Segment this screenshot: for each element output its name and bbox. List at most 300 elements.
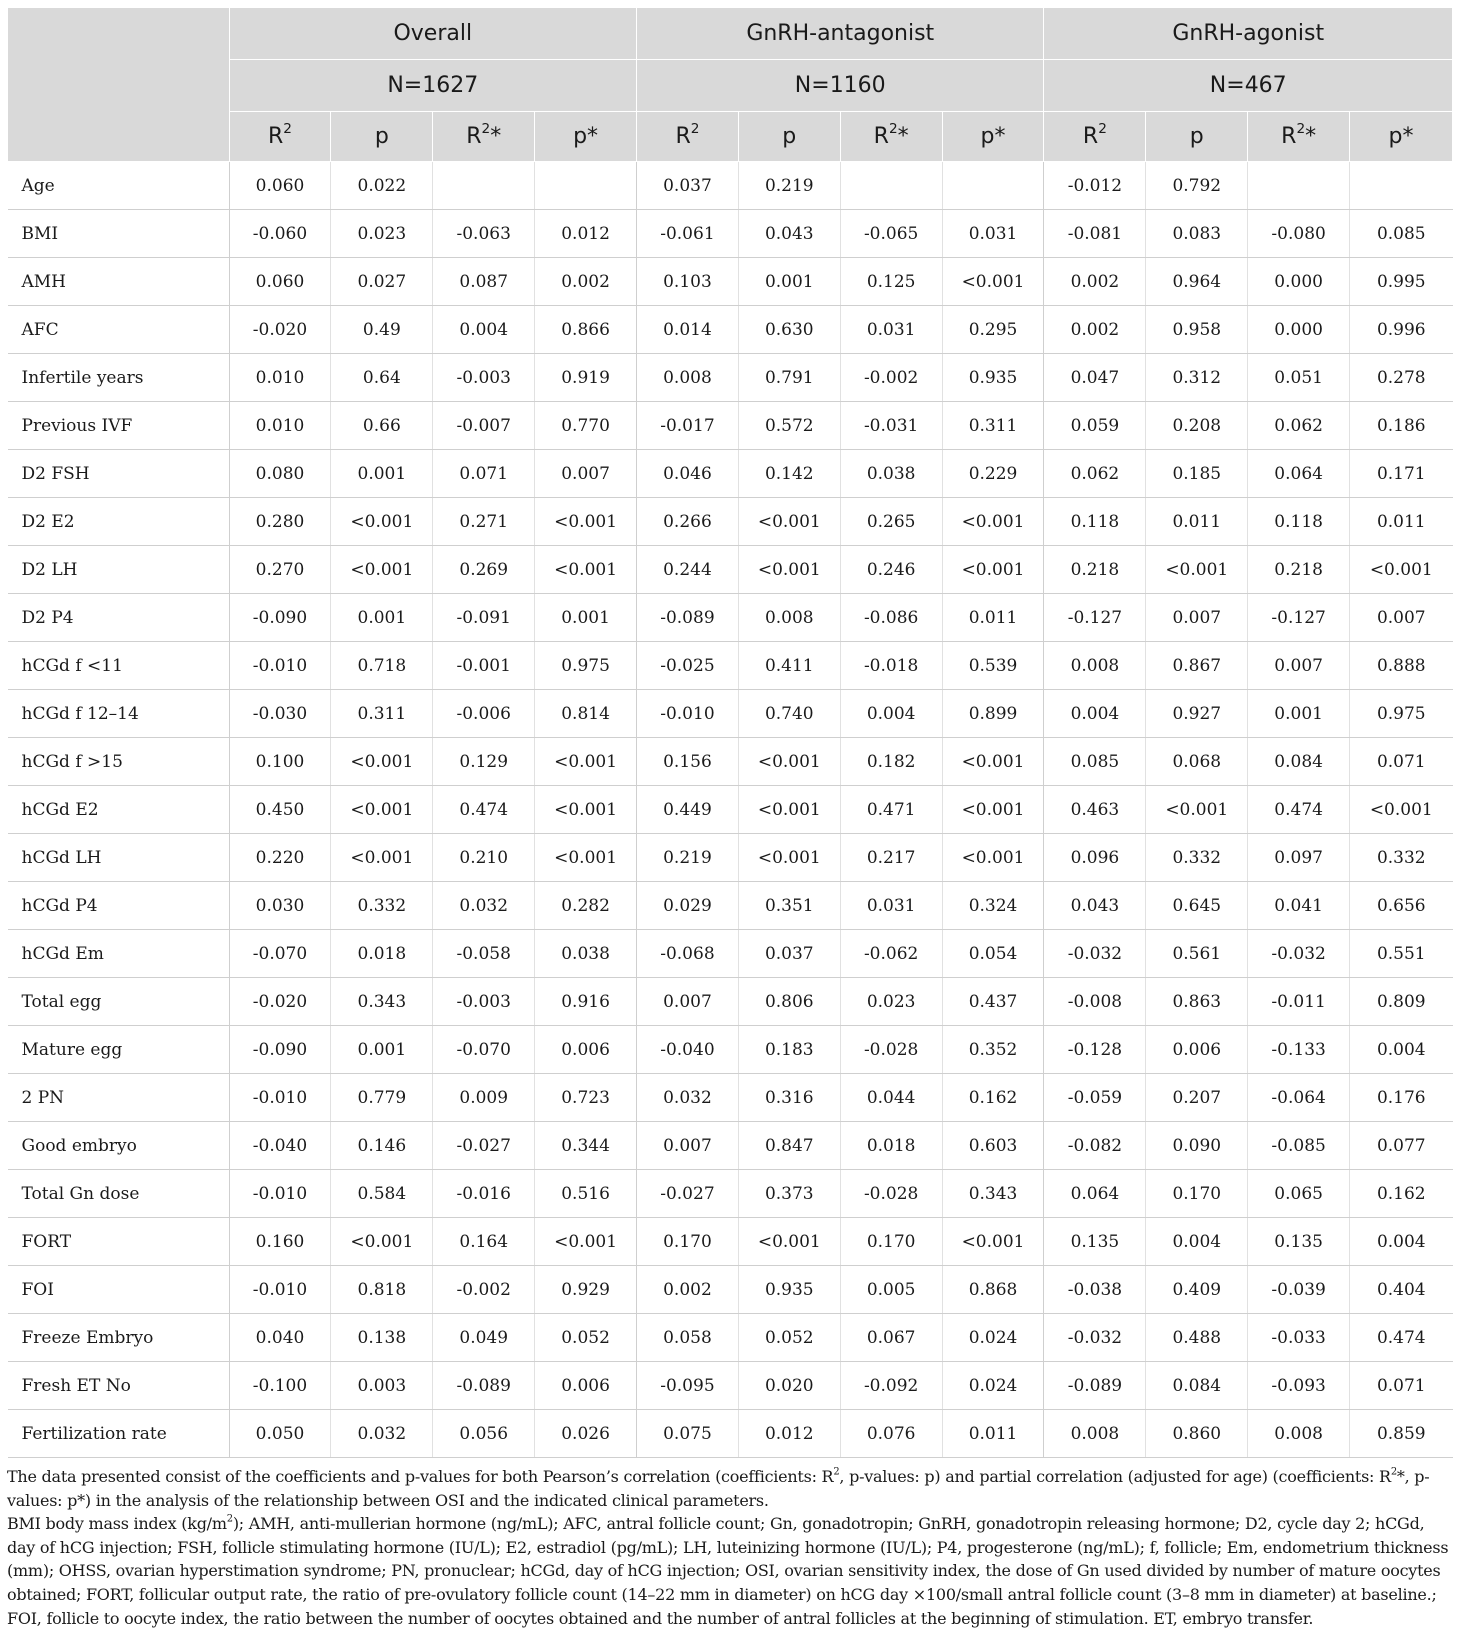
table-body — [8, 162, 1453, 1458]
table-cell: -0.003 — [433, 354, 535, 402]
table-cell: -0.127 — [1248, 594, 1350, 642]
table-row — [8, 1074, 1453, 1122]
table-cell: -0.064 — [1248, 1074, 1350, 1122]
table-cell: 0.037 — [738, 930, 840, 978]
table-cell: 0.847 — [738, 1122, 840, 1170]
table-cell: 0.000 — [1248, 306, 1350, 354]
table-cell: -0.032 — [1044, 930, 1146, 978]
table-cell: 0.171 — [1350, 450, 1453, 498]
table-cell: 0.645 — [1146, 882, 1248, 930]
table-cell: 0.280 — [229, 498, 331, 546]
table-cell: 0.244 — [637, 546, 739, 594]
table-cell: 0.278 — [1350, 354, 1453, 402]
footnote-methods: The data presented consist of the coefficients and p-values for both Pearson’s correlation (coefficients: $R^2$, p-values: p) and partial correlation (adjusted for age) (coefficients: $R^2*$, p-values: p*) in the analysis of the relationship between OSI and the indicated clinical parameters. — [7, 1466, 1430, 1510]
table-cell: 0.282 — [535, 882, 637, 930]
correlation-table — [7, 7, 1453, 1458]
row-label: Fertilization rate — [8, 1410, 230, 1458]
table-cell: 0.859 — [1350, 1410, 1453, 1458]
row-label: D2 LH — [8, 546, 230, 594]
table-cell: -0.012 — [1044, 162, 1146, 210]
table-cell: <0.001 — [535, 546, 637, 594]
table-cell: 0.806 — [738, 978, 840, 1026]
table-cell: 0.020 — [738, 1362, 840, 1410]
table-cell: <0.001 — [942, 498, 1044, 546]
table-cell: 0.269 — [433, 546, 535, 594]
table-cell: 0.059 — [1044, 402, 1146, 450]
table-cell: -0.039 — [1248, 1266, 1350, 1314]
table-cell: 0.791 — [738, 354, 840, 402]
table-cell: 0.071 — [1350, 1362, 1453, 1410]
table-cell: 0.032 — [331, 1410, 433, 1458]
table-row — [8, 1266, 1453, 1314]
table-cell: <0.001 — [1350, 786, 1453, 834]
table-cell: -0.017 — [637, 402, 739, 450]
subheader-p: p — [331, 112, 433, 162]
table-cell: 0.077 — [1350, 1122, 1453, 1170]
table-cell: -0.010 — [637, 690, 739, 738]
table-cell: 0.012 — [535, 210, 637, 258]
table-cell: 0.219 — [738, 162, 840, 210]
table-cell: 0.071 — [433, 450, 535, 498]
table-cell: -0.070 — [433, 1026, 535, 1074]
table-cell: 0.718 — [331, 642, 433, 690]
table-row — [8, 546, 1453, 594]
table-cell: 0.043 — [738, 210, 840, 258]
row-label: Freeze Embryo — [8, 1314, 230, 1362]
table-cell: 0.49 — [331, 306, 433, 354]
table-cell: 0.026 — [535, 1410, 637, 1458]
table-cell: 0.332 — [1146, 834, 1248, 882]
table-cell: 0.008 — [1044, 642, 1146, 690]
table-cell: 0.630 — [738, 306, 840, 354]
table-cell: -0.059 — [1044, 1074, 1146, 1122]
table-cell: 0.001 — [331, 450, 433, 498]
subheader-r2: $R^2$ — [229, 112, 331, 162]
table-cell: <0.001 — [1350, 546, 1453, 594]
table-cell: 0.311 — [331, 690, 433, 738]
subheader-r2-star: $R^2*$ — [1248, 112, 1350, 162]
table-cell: 0.118 — [1248, 498, 1350, 546]
table-cell: 0.860 — [1146, 1410, 1248, 1458]
table-cell: 0.867 — [1146, 642, 1248, 690]
table-cell — [535, 162, 637, 210]
table-cell: <0.001 — [1146, 546, 1248, 594]
table-cell: 0.929 — [535, 1266, 637, 1314]
table-cell: -0.032 — [1248, 930, 1350, 978]
table-cell: 0.007 — [1350, 594, 1453, 642]
table-cell: 0.083 — [1146, 210, 1248, 258]
table-cell: 0.814 — [535, 690, 637, 738]
table-cell: 0.032 — [433, 882, 535, 930]
table-row — [8, 498, 1453, 546]
table-cell: -0.062 — [840, 930, 942, 978]
table-cell: -0.002 — [433, 1266, 535, 1314]
table-cell: 0.343 — [942, 1170, 1044, 1218]
table-cell: 0.041 — [1248, 882, 1350, 930]
table-cell: 0.008 — [738, 594, 840, 642]
table-row — [8, 1170, 1453, 1218]
table-cell: -0.133 — [1248, 1026, 1350, 1074]
table-cell: 0.002 — [535, 258, 637, 306]
table-cell: 0.964 — [1146, 258, 1248, 306]
table-cell: <0.001 — [535, 498, 637, 546]
table-cell: -0.085 — [1248, 1122, 1350, 1170]
row-label: D2 P4 — [8, 594, 230, 642]
table-row — [8, 1314, 1453, 1362]
table-cell: 0.170 — [637, 1218, 739, 1266]
table-cell: 0.146 — [331, 1122, 433, 1170]
table-cell: 0.411 — [738, 642, 840, 690]
table-cell: 0.062 — [1248, 402, 1350, 450]
table-cell: -0.006 — [433, 690, 535, 738]
subheader-r2-star: $R^2*$ — [433, 112, 535, 162]
row-label: hCGd f >15 — [8, 738, 230, 786]
table-cell: -0.030 — [229, 690, 331, 738]
table-cell: 0.068 — [1146, 738, 1248, 786]
table-cell: 0.008 — [1248, 1410, 1350, 1458]
table-cell: -0.063 — [433, 210, 535, 258]
table-cell — [433, 162, 535, 210]
table-cell: -0.027 — [637, 1170, 739, 1218]
table-cell: 0.008 — [1044, 1410, 1146, 1458]
table-cell: 0.539 — [942, 642, 1044, 690]
row-label: hCGd Em — [8, 930, 230, 978]
table-cell: 0.029 — [637, 882, 739, 930]
table-cell: <0.001 — [942, 258, 1044, 306]
table-cell: 0.010 — [229, 354, 331, 402]
table-cell: 0.352 — [942, 1026, 1044, 1074]
table-cell: <0.001 — [535, 786, 637, 834]
table-cell: 0.087 — [433, 258, 535, 306]
table-cell: -0.061 — [637, 210, 739, 258]
table-cell: 0.007 — [1146, 594, 1248, 642]
table-cell: 0.018 — [840, 1122, 942, 1170]
table-cell: <0.001 — [942, 834, 1044, 882]
table-row — [8, 306, 1453, 354]
table-cell: 0.295 — [942, 306, 1044, 354]
table-cell: 0.100 — [229, 738, 331, 786]
table-cell: -0.089 — [637, 594, 739, 642]
table-cell: -0.089 — [433, 1362, 535, 1410]
group-header-agonist: GnRH-agonist — [1044, 8, 1453, 60]
table-cell: -0.081 — [1044, 210, 1146, 258]
table-cell: -0.090 — [229, 1026, 331, 1074]
table-row — [8, 1218, 1453, 1266]
table-row — [8, 1122, 1453, 1170]
table-cell: 0.312 — [1146, 354, 1248, 402]
table-cell: 0.217 — [840, 834, 942, 882]
table-cell: 0.792 — [1146, 162, 1248, 210]
table-cell: 0.919 — [535, 354, 637, 402]
table-cell: 0.135 — [1248, 1218, 1350, 1266]
table-cell: 0.011 — [942, 1410, 1044, 1458]
table-cell — [1350, 162, 1453, 210]
table-container — [7, 7, 1453, 1630]
table-cell: 0.218 — [1044, 546, 1146, 594]
table-cell: <0.001 — [331, 498, 433, 546]
table-cell: 0.043 — [1044, 882, 1146, 930]
table-cell: 0.770 — [535, 402, 637, 450]
table-cell: 0.031 — [840, 882, 942, 930]
table-cell: 0.868 — [942, 1266, 1044, 1314]
table-cell: 0.471 — [840, 786, 942, 834]
table-cell: 0.351 — [738, 882, 840, 930]
table-cell: 0.001 — [331, 594, 433, 642]
table-row — [8, 834, 1453, 882]
row-label: FOI — [8, 1266, 230, 1314]
row-label: Good embryo — [8, 1122, 230, 1170]
table-cell: -0.008 — [1044, 978, 1146, 1026]
row-label: D2 FSH — [8, 450, 230, 498]
table-cell: 0.062 — [1044, 450, 1146, 498]
table-cell: 0.344 — [535, 1122, 637, 1170]
table-cell: 0.561 — [1146, 930, 1248, 978]
table-cell: 0.044 — [840, 1074, 942, 1122]
table-cell: 0.071 — [1350, 738, 1453, 786]
subheader-r2: $R^2$ — [637, 112, 739, 162]
table-cell: 0.031 — [840, 306, 942, 354]
table-cell: 0.332 — [331, 882, 433, 930]
table-cell: 0.012 — [738, 1410, 840, 1458]
table-cell: 0.266 — [637, 498, 739, 546]
table-cell: -0.018 — [840, 642, 942, 690]
table-cell: 0.125 — [840, 258, 942, 306]
table-cell: 0.265 — [840, 498, 942, 546]
table-cell: -0.060 — [229, 210, 331, 258]
table-cell: 0.030 — [229, 882, 331, 930]
table-cell: <0.001 — [738, 786, 840, 834]
table-row — [8, 258, 1453, 306]
table-cell: <0.001 — [942, 1218, 1044, 1266]
subheader-p: p — [738, 112, 840, 162]
table-cell: -0.093 — [1248, 1362, 1350, 1410]
table-cell: 0.916 — [535, 978, 637, 1026]
table-cell: 0.409 — [1146, 1266, 1248, 1314]
table-cell: 0.935 — [942, 354, 1044, 402]
table-cell: -0.082 — [1044, 1122, 1146, 1170]
group-n-antagonist: N=1160 — [637, 60, 1044, 112]
table-cell: <0.001 — [738, 834, 840, 882]
table-cell: 0.373 — [738, 1170, 840, 1218]
table-cell: -0.100 — [229, 1362, 331, 1410]
table-cell: 0.809 — [1350, 978, 1453, 1026]
table-cell: -0.010 — [229, 1074, 331, 1122]
table-cell: 0.208 — [1146, 402, 1248, 450]
table-cell: 0.022 — [331, 162, 433, 210]
table-cell: -0.028 — [840, 1170, 942, 1218]
table-cell: 0.004 — [1146, 1218, 1248, 1266]
table-cell: 0.176 — [1350, 1074, 1453, 1122]
table-cell: 0.064 — [1248, 450, 1350, 498]
table-cell: -0.020 — [229, 306, 331, 354]
table-cell: 0.185 — [1146, 450, 1248, 498]
table-cell: 0.995 — [1350, 258, 1453, 306]
table-cell: 0.779 — [331, 1074, 433, 1122]
table-cell: 0.64 — [331, 354, 433, 402]
table-cell: 0.584 — [331, 1170, 433, 1218]
table-cell: 0.162 — [942, 1074, 1044, 1122]
table-cell: -0.020 — [229, 978, 331, 1026]
row-label: Previous IVF — [8, 402, 230, 450]
subheader-p: p — [1146, 112, 1248, 162]
table-cell: 0.001 — [535, 594, 637, 642]
table-cell: -0.128 — [1044, 1026, 1146, 1074]
table-cell: -0.002 — [840, 354, 942, 402]
table-cell: 0.046 — [637, 450, 739, 498]
table-cell: 0.010 — [229, 402, 331, 450]
table-row — [8, 738, 1453, 786]
group-n-agonist: N=467 — [1044, 60, 1453, 112]
table-cell: 0.219 — [637, 834, 739, 882]
table-cell: 0.085 — [1350, 210, 1453, 258]
table-cell: 0.002 — [1044, 258, 1146, 306]
table-cell: -0.016 — [433, 1170, 535, 1218]
table-cell: 0.056 — [433, 1410, 535, 1458]
row-label: Fresh ET No — [8, 1362, 230, 1410]
table-row — [8, 210, 1453, 258]
table-cell: 0.008 — [637, 354, 739, 402]
subheader-r2: $R^2$ — [1044, 112, 1146, 162]
row-label: hCGd LH — [8, 834, 230, 882]
table-cell: 0.090 — [1146, 1122, 1248, 1170]
subheader-r2-star: $R^2*$ — [840, 112, 942, 162]
table-cell: <0.001 — [942, 786, 1044, 834]
table-cell: 0.449 — [637, 786, 739, 834]
row-label: hCGd f 12–14 — [8, 690, 230, 738]
table-cell: 0.818 — [331, 1266, 433, 1314]
table-cell: 0.324 — [942, 882, 1044, 930]
table-cell: 0.014 — [637, 306, 739, 354]
table-cell: 0.027 — [331, 258, 433, 306]
table-notes — [7, 1465, 1453, 1630]
table-cell: <0.001 — [738, 1218, 840, 1266]
table-cell: -0.080 — [1248, 210, 1350, 258]
table-cell: 0.000 — [1248, 258, 1350, 306]
table-cell: 0.003 — [331, 1362, 433, 1410]
table-row — [8, 978, 1453, 1026]
table-cell: 0.004 — [840, 690, 942, 738]
table-cell: 0.007 — [1248, 642, 1350, 690]
table-cell: 0.060 — [229, 162, 331, 210]
table-cell: 0.551 — [1350, 930, 1453, 978]
table-cell: 0.097 — [1248, 834, 1350, 882]
table-cell: -0.040 — [637, 1026, 739, 1074]
table-row — [8, 594, 1453, 642]
group-header-antagonist: GnRH-antagonist — [637, 8, 1044, 60]
table-row — [8, 1410, 1453, 1458]
table-row — [8, 642, 1453, 690]
table-cell: 0.052 — [738, 1314, 840, 1362]
table-cell: <0.001 — [331, 1218, 433, 1266]
table-cell: 0.218 — [1248, 546, 1350, 594]
table-cell: 0.047 — [1044, 354, 1146, 402]
table-cell: 0.038 — [840, 450, 942, 498]
table-cell: 0.038 — [535, 930, 637, 978]
table-cell: 0.011 — [1350, 498, 1453, 546]
table-cell: 0.450 — [229, 786, 331, 834]
table-cell: 0.067 — [840, 1314, 942, 1362]
table-cell: 0.866 — [535, 306, 637, 354]
table-cell: -0.031 — [840, 402, 942, 450]
table-cell: 0.170 — [1146, 1170, 1248, 1218]
table-cell: 0.050 — [229, 1410, 331, 1458]
table-cell: 0.001 — [1248, 690, 1350, 738]
table-cell: 0.006 — [1146, 1026, 1248, 1074]
table-cell: -0.033 — [1248, 1314, 1350, 1362]
table-cell: 0.138 — [331, 1314, 433, 1362]
table-cell: 0.220 — [229, 834, 331, 882]
table-cell: 0.004 — [1350, 1026, 1453, 1074]
table-cell: -0.095 — [637, 1362, 739, 1410]
table-row — [8, 354, 1453, 402]
table-cell: -0.001 — [433, 642, 535, 690]
table-cell: 0.018 — [331, 930, 433, 978]
table-cell: 0.007 — [637, 978, 739, 1026]
table-cell: 0.656 — [1350, 882, 1453, 930]
table-cell: 0.023 — [840, 978, 942, 1026]
table-cell: <0.001 — [738, 498, 840, 546]
table-cell: 0.488 — [1146, 1314, 1248, 1362]
table-cell: 0.207 — [1146, 1074, 1248, 1122]
table-cell: -0.010 — [229, 1266, 331, 1314]
header-corner — [8, 8, 230, 162]
table-cell: 0.009 — [433, 1074, 535, 1122]
table-cell: 0.162 — [1350, 1170, 1453, 1218]
table-cell: -0.010 — [229, 1170, 331, 1218]
table-cell: 0.975 — [535, 642, 637, 690]
table-cell: 0.007 — [535, 450, 637, 498]
table-cell: 0.024 — [942, 1362, 1044, 1410]
table-cell: 0.210 — [433, 834, 535, 882]
table-cell: -0.127 — [1044, 594, 1146, 642]
table-cell: 0.170 — [840, 1218, 942, 1266]
table-cell: 0.888 — [1350, 642, 1453, 690]
table-cell: 0.958 — [1146, 306, 1248, 354]
table-cell: 0.054 — [942, 930, 1044, 978]
row-label: 2 PN — [8, 1074, 230, 1122]
table-cell: 0.004 — [1350, 1218, 1453, 1266]
row-label: Age — [8, 162, 230, 210]
table-cell: 0.572 — [738, 402, 840, 450]
table-cell: 0.051 — [1248, 354, 1350, 402]
table-cell: 0.899 — [942, 690, 1044, 738]
row-label: Infertile years — [8, 354, 230, 402]
table-cell: 0.096 — [1044, 834, 1146, 882]
table-cell: 0.118 — [1044, 498, 1146, 546]
row-label: hCGd P4 — [8, 882, 230, 930]
table-cell: <0.001 — [1146, 786, 1248, 834]
table-cell: 0.049 — [433, 1314, 535, 1362]
table-cell — [840, 162, 942, 210]
table-cell: <0.001 — [535, 1218, 637, 1266]
table-cell: -0.007 — [433, 402, 535, 450]
table-cell — [942, 162, 1044, 210]
table-cell: <0.001 — [535, 738, 637, 786]
table-cell: 0.271 — [433, 498, 535, 546]
table-cell: 0.404 — [1350, 1266, 1453, 1314]
table-cell: 0.065 — [1248, 1170, 1350, 1218]
table-cell: -0.038 — [1044, 1266, 1146, 1314]
table-cell: 0.002 — [1044, 306, 1146, 354]
table-cell: 0.474 — [433, 786, 535, 834]
table-cell: 0.516 — [535, 1170, 637, 1218]
table-cell: <0.001 — [738, 546, 840, 594]
table-cell: 0.246 — [840, 546, 942, 594]
table-cell: 0.004 — [1044, 690, 1146, 738]
table-cell: <0.001 — [942, 546, 1044, 594]
group-header-overall: Overall — [229, 8, 636, 60]
subheader-p-star: p* — [942, 112, 1044, 162]
